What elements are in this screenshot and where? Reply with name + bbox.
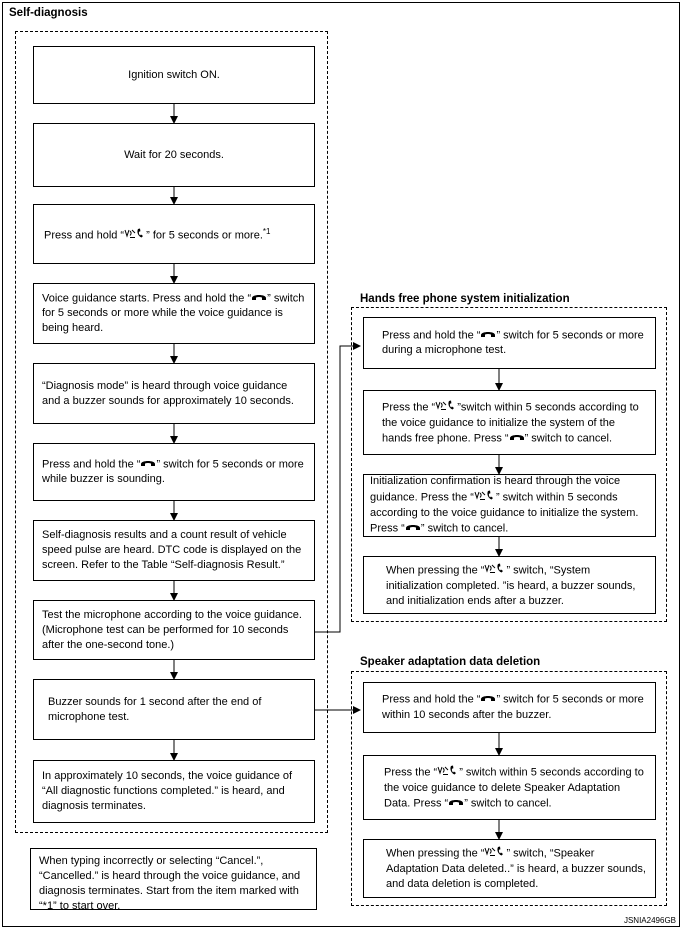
text-part: Press the “: [382, 401, 436, 414]
hang-up-icon: [140, 457, 156, 472]
hands-free-title: Hands free phone system initialization: [360, 293, 570, 305]
text-part: ”switch within 5 seconds according to the voice guidance to initialize the system of the hands free phone. Press “: [382, 401, 639, 445]
step-wait: [33, 123, 315, 187]
step-press-hold-buzzer: [33, 443, 315, 501]
voice-phone-icon: [437, 764, 459, 781]
voice-phone-icon: [484, 845, 506, 862]
text-part: When pressing the “: [386, 563, 485, 576]
text-part: Press the “: [384, 766, 438, 779]
voice-phone-icon: [124, 227, 146, 244]
step-sp-delete-text: [384, 764, 647, 811]
step-ignition-on: [33, 46, 315, 104]
step-diagnosis-mode-text: “Diagnosis mode” is heard through voice guidance and a buzzer sounds for approximately 10 seconds.: [42, 379, 294, 407]
hang-up-icon: [480, 692, 496, 707]
text-part: Press and hold “: [44, 229, 125, 242]
voice-phone-icon: [484, 562, 506, 579]
step-diagnosis-results-text: Self-diagnosis results and a count result of vehicle speed pulse are heard. DTC code is displayed on the screen. Refer to the Table “Self-diagnosis Result.”: [42, 529, 302, 571]
hang-up-icon: [448, 796, 464, 811]
self-diagnosis-title: Self-diagnosis: [9, 7, 88, 19]
text-part: Press and hold the “: [382, 693, 481, 706]
text-part: ” switch for 5 seconds or more while buzzer is sounding.: [42, 458, 304, 486]
step-voice-guidance-starts: [33, 283, 315, 344]
text-part: ” switch to cancel.: [420, 522, 509, 535]
speaker-title: Speaker adaptation data deletion: [360, 656, 541, 668]
text-part: ” switch to cancel.: [464, 797, 552, 810]
text-part: When pressing the “: [386, 847, 485, 860]
text-part: ” for 5 seconds or more.: [146, 229, 263, 242]
step-press-hold-buzzer-text: [42, 457, 306, 487]
step-press-hold-talk: [33, 204, 315, 264]
restart-marker: *1: [262, 226, 271, 236]
step-hf-initialize-text: [382, 399, 647, 446]
text-part: ” switch for 5 seconds or more while the voice guidance is being heard.: [42, 292, 305, 335]
step-sp-completed: [363, 839, 656, 898]
step-diagnosis-results: [33, 520, 315, 581]
step-voice-guidance-starts-text: [42, 291, 306, 336]
hang-up-icon: [405, 521, 421, 536]
step-sp-press-hold-text: [382, 692, 647, 722]
step-hf-completed: [363, 556, 656, 614]
text-part: Initialization confirmation is heard through the voice guidance. Press the “: [370, 475, 621, 504]
voice-phone-icon: [435, 399, 457, 416]
step-sp-press-hold: [363, 682, 656, 733]
text-part: ” switch for 5 seconds or more within 10 seconds after the buzzer.: [382, 693, 644, 721]
voice-phone-icon: [474, 489, 496, 506]
step-hf-confirmation-text: [370, 474, 647, 536]
text-part: Press and hold the “: [382, 329, 481, 342]
step-diagnosis-mode: [33, 363, 315, 424]
step-hf-confirmation: [363, 474, 656, 537]
step-press-hold-talk-text: [44, 224, 270, 244]
text-part: Voice guidance starts. Press and hold the “: [42, 292, 252, 305]
step-wait-text: Wait for 20 seconds.: [124, 148, 224, 161]
text-part: ” switch to cancel.: [524, 432, 612, 445]
step-microphone-test: [33, 600, 315, 660]
step-hf-completed-text: [386, 562, 647, 609]
step-sp-delete: [363, 755, 656, 820]
text-part: ” switch within 5 seconds according to the voice guidance to delete Speaker Adaptation Data. Press “: [384, 766, 644, 810]
step-hf-press-hold: [363, 317, 656, 369]
step-hf-press-hold-text: [382, 328, 647, 358]
figure-code: JSNIA2496GB: [623, 916, 676, 925]
step-sp-completed-text: [386, 845, 647, 892]
step-buzzer-end-text: Buzzer sounds for 1 second after the end of microphone test.: [48, 695, 262, 723]
step-microphone-test-text: Test the microphone according to the voice guidance. (Microphone test can be performed for 10 seconds after the one-second tone.): [42, 608, 302, 651]
step-buzzer-end: [33, 679, 315, 740]
text-part: ” switch, “System initialization completed. ”is heard, a buzzer sounds, and initialization ends after a buzzer.: [386, 563, 636, 607]
text-part: ” switch within 5 seconds according to the voice guidance to initialize the system. Press “: [370, 491, 639, 535]
step-hf-initialize: [363, 390, 656, 455]
text-part: Press and hold the “: [42, 458, 141, 471]
hang-up-icon: [509, 431, 525, 446]
hang-up-icon: [251, 291, 267, 306]
text-part: ” switch for 5 seconds or more during a microphone test.: [382, 329, 644, 357]
step-ignition-on-text: Ignition switch ON.: [128, 68, 220, 81]
note-box: [30, 848, 317, 910]
hang-up-icon: [480, 328, 496, 343]
note-text: When typing incorrectly or selecting “Cancel.”, “Cancelled.” is heard through the voice guidance, and diagnosis terminates. Start from the item marked with “*1” to start over.: [39, 855, 301, 912]
step-diagnosis-terminates: [33, 760, 315, 823]
step-diagnosis-terminates-text: In approximately 10 seconds, the voice guidance of “All diagnostic functions completed.” is heard, and diagnosis terminates.: [42, 770, 293, 812]
text-part: ” switch, “Speaker Adaptation Data deleted..” is heard, a buzzer sounds, and data deletion is completed.: [386, 847, 646, 890]
